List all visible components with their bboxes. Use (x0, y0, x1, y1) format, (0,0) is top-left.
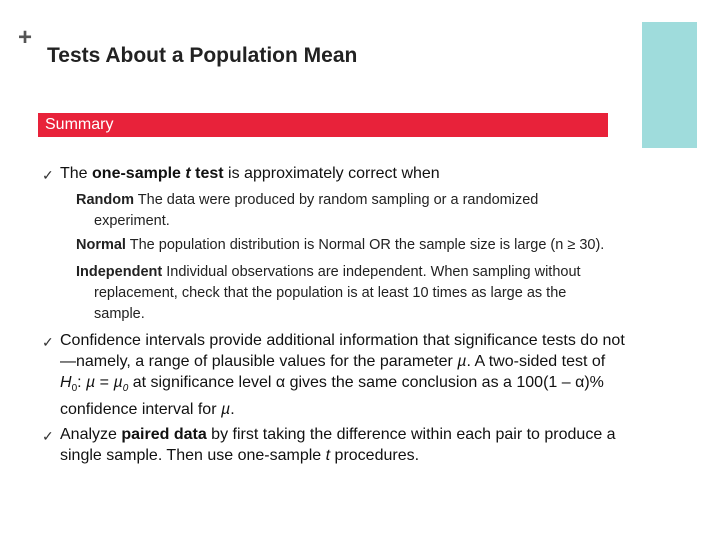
bold-text: one-sample (92, 165, 186, 182)
mu-symbol: µ (220, 401, 231, 419)
text: The (60, 165, 93, 182)
subscript: 0 (71, 383, 78, 395)
page-title: Tests About a Population Mean (47, 44, 358, 67)
text: confidence interval for (60, 401, 221, 419)
checkmark-icon: ✓ (42, 334, 54, 350)
subscript: 0 (122, 383, 129, 395)
checkmark-icon: ✓ (42, 167, 54, 183)
text: is approximately correct when (223, 165, 440, 182)
bullet-confidence-intervals (60, 330, 710, 420)
text: : (77, 374, 87, 391)
h-symbol: H (60, 374, 72, 391)
text: Analyze (60, 426, 122, 443)
plus-icon: + (18, 24, 33, 51)
text: = (95, 374, 114, 391)
text: procedures. (330, 447, 420, 464)
summary-label: Summary (45, 116, 114, 133)
condition-text: experiment. (94, 213, 170, 229)
text: —namely, a range of plausible values for the parameter (60, 353, 458, 370)
condition-text: Individual observations are independent. When sampling without (162, 264, 581, 280)
t-symbol: t (325, 447, 331, 464)
condition-independent (76, 262, 706, 325)
text: . A two-sided test of (466, 353, 606, 370)
checkmark-icon: ✓ (42, 428, 54, 444)
condition-term: Random (76, 192, 134, 208)
condition-text: sample. (94, 306, 145, 322)
mu-symbol: µ (457, 353, 467, 370)
condition-random (76, 190, 706, 232)
decorative-accent-bar (642, 22, 697, 148)
text: at significance level α gives the same conclusion as a 100(1 – α)% (128, 374, 604, 391)
bold-text: test (190, 165, 224, 182)
bullet-one-sample-t (60, 163, 440, 184)
condition-term: Normal (76, 237, 126, 253)
condition-text: The data were produced by random sampling or a randomized (134, 192, 539, 208)
mu-symbol: µ (86, 374, 96, 391)
text: by first taking the difference within each pair to produce a (206, 426, 616, 443)
condition-text: The population distribution is Normal OR the sample size is large (n ≥ 30). (125, 237, 605, 253)
text: . (230, 401, 235, 419)
condition-text: replacement, check that the population is at least 10 times as large as the (94, 285, 567, 301)
summary-banner (38, 113, 608, 137)
bold-text: paired data (121, 426, 207, 443)
text: Confidence intervals provide additional information that significance tests do not (60, 332, 625, 349)
text: single sample. Then use one-sample (60, 447, 326, 464)
mu-symbol: µ (113, 374, 123, 391)
condition-normal (76, 235, 706, 256)
bullet-paired-data (60, 424, 710, 466)
t-symbol: t (185, 165, 191, 182)
condition-term: Independent (76, 264, 163, 280)
